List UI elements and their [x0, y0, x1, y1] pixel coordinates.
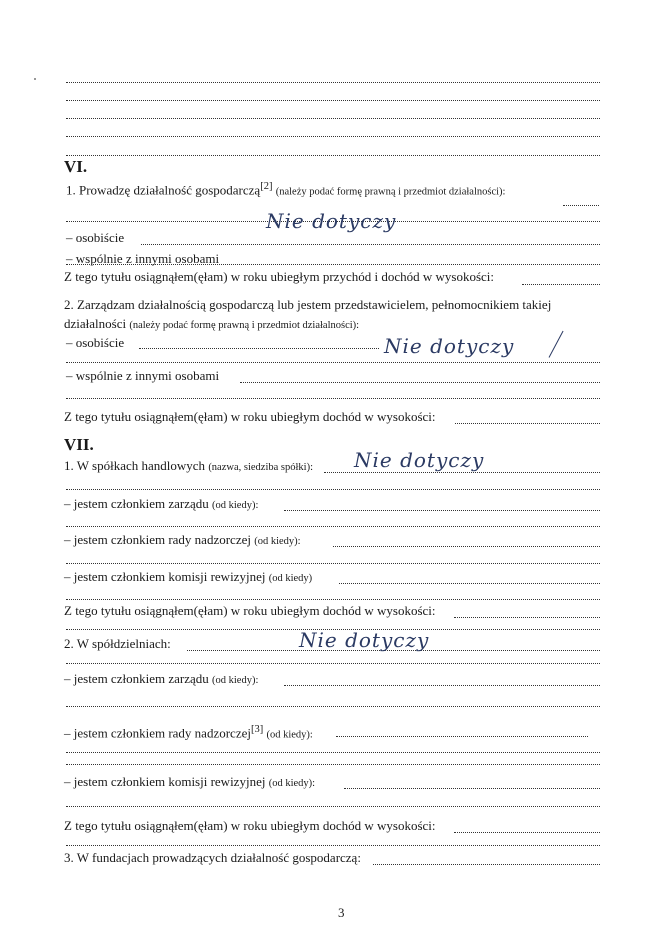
dotted-line	[66, 398, 600, 399]
vi-item2-line1: 2. Zarządzam działalnością gospodarczą lub jestem przedstawicielem, pełnomocnikiem takiej	[64, 297, 552, 312]
dotted-fill	[522, 284, 600, 285]
dotted-fill	[373, 864, 600, 865]
vii-audit-label: – jestem członkiem komisji rewizyjnej (od kiedy)	[64, 569, 313, 584]
dotted-fill	[324, 472, 600, 473]
scan-speck	[34, 78, 36, 80]
handwritten-slash	[549, 331, 564, 358]
vii-coop-audit-label: – jestem członkiem komisji rewizyjnej (od kiedy):	[64, 774, 316, 789]
vi-item2-personal-label: – osobiście	[66, 335, 125, 350]
dotted-line	[66, 563, 600, 564]
vi-item2-joint-label: – wspólnie z innymi osobami	[66, 368, 220, 383]
dotted-line	[66, 82, 600, 83]
vii-coop-supervisory-label: – jestem członkiem rady nadzorczej[3] (od kiedy):	[64, 724, 313, 741]
vii-board-label: – jestem członkiem zarządu (od kiedy):	[64, 496, 259, 511]
dotted-line	[66, 706, 600, 707]
vii-item2-handwriting: Nie dotyczy	[299, 628, 430, 652]
dotted-line	[66, 663, 600, 664]
dotted-fill	[339, 583, 600, 584]
vii-item1-handwriting: Nie dotyczy	[354, 448, 485, 472]
dotted-line	[66, 100, 600, 101]
dotted-fill	[344, 788, 600, 789]
dotted-line	[66, 764, 600, 765]
dotted-fill	[284, 685, 600, 686]
dotted-fill	[333, 546, 600, 547]
dotted-line	[66, 136, 600, 137]
vii-supervisory-label: – jestem członkiem rady nadzorczej (od kiedy):	[64, 532, 301, 547]
section-vi-heading: VI.	[64, 157, 88, 176]
vi-item2-income-label: Z tego tytułu osiągnąłem(ęłam) w roku ubiegłym dochód w wysokości:	[64, 409, 436, 424]
dotted-fill	[563, 205, 599, 206]
dotted-line	[66, 599, 600, 600]
dotted-line	[66, 362, 600, 363]
vii-coop-income-label: Z tego tytułu osiągnąłem(ęłam) w roku ubiegłym dochód w wysokości:	[64, 818, 436, 833]
vi-item2-line2: działalności (należy podać formę prawną i przedmiot działalności):	[64, 316, 360, 331]
dotted-line	[66, 155, 600, 156]
vi-item1-label: 1. Prowadzę działalność gospodarczą[2] (należy podać formę prawną i przedmiot działalności):	[66, 181, 506, 198]
vii-income-label: Z tego tytułu osiągnąłem(ęłam) w roku ubiegłym dochód w wysokości:	[64, 603, 436, 618]
vi-joint-label: – wspólnie z innymi osobami	[66, 251, 220, 266]
vii-coop-board-label: – jestem członkiem zarządu (od kiedy):	[64, 671, 259, 686]
vii-item1-label: 1. W spółkach handlowych (nazwa, siedziba spółki):	[64, 458, 313, 473]
dotted-fill	[336, 736, 588, 737]
dotted-fill	[139, 348, 379, 349]
section-vii-heading: VII.	[64, 435, 94, 454]
dotted-line	[66, 752, 600, 753]
dotted-fill	[240, 382, 600, 383]
dotted-fill	[454, 617, 600, 618]
vii-item2-label: 2. W spółdzielniach:	[64, 636, 171, 651]
page-number: 3	[338, 905, 345, 920]
dotted-line	[66, 806, 600, 807]
dotted-line	[66, 118, 600, 119]
dotted-line	[66, 264, 600, 265]
dotted-fill	[454, 832, 600, 833]
dotted-fill	[455, 423, 600, 424]
vii-item3-label: 3. W fundacjach prowadzących działalność gospodarczą:	[64, 850, 361, 865]
vi-item1-handwriting: Nie dotyczy	[266, 209, 397, 233]
dotted-line	[66, 526, 600, 527]
dotted-line	[66, 845, 600, 846]
vi-income-label: Z tego tytułu osiągnąłem(ęłam) w roku ubiegłym przychód i dochód w wysokości:	[64, 269, 494, 284]
dotted-line	[66, 489, 600, 490]
vi-personal-label: – osobiście	[66, 230, 125, 245]
vi-item2-handwriting: Nie dotyczy	[384, 334, 515, 358]
dotted-fill	[284, 510, 600, 511]
dotted-fill	[141, 244, 600, 245]
